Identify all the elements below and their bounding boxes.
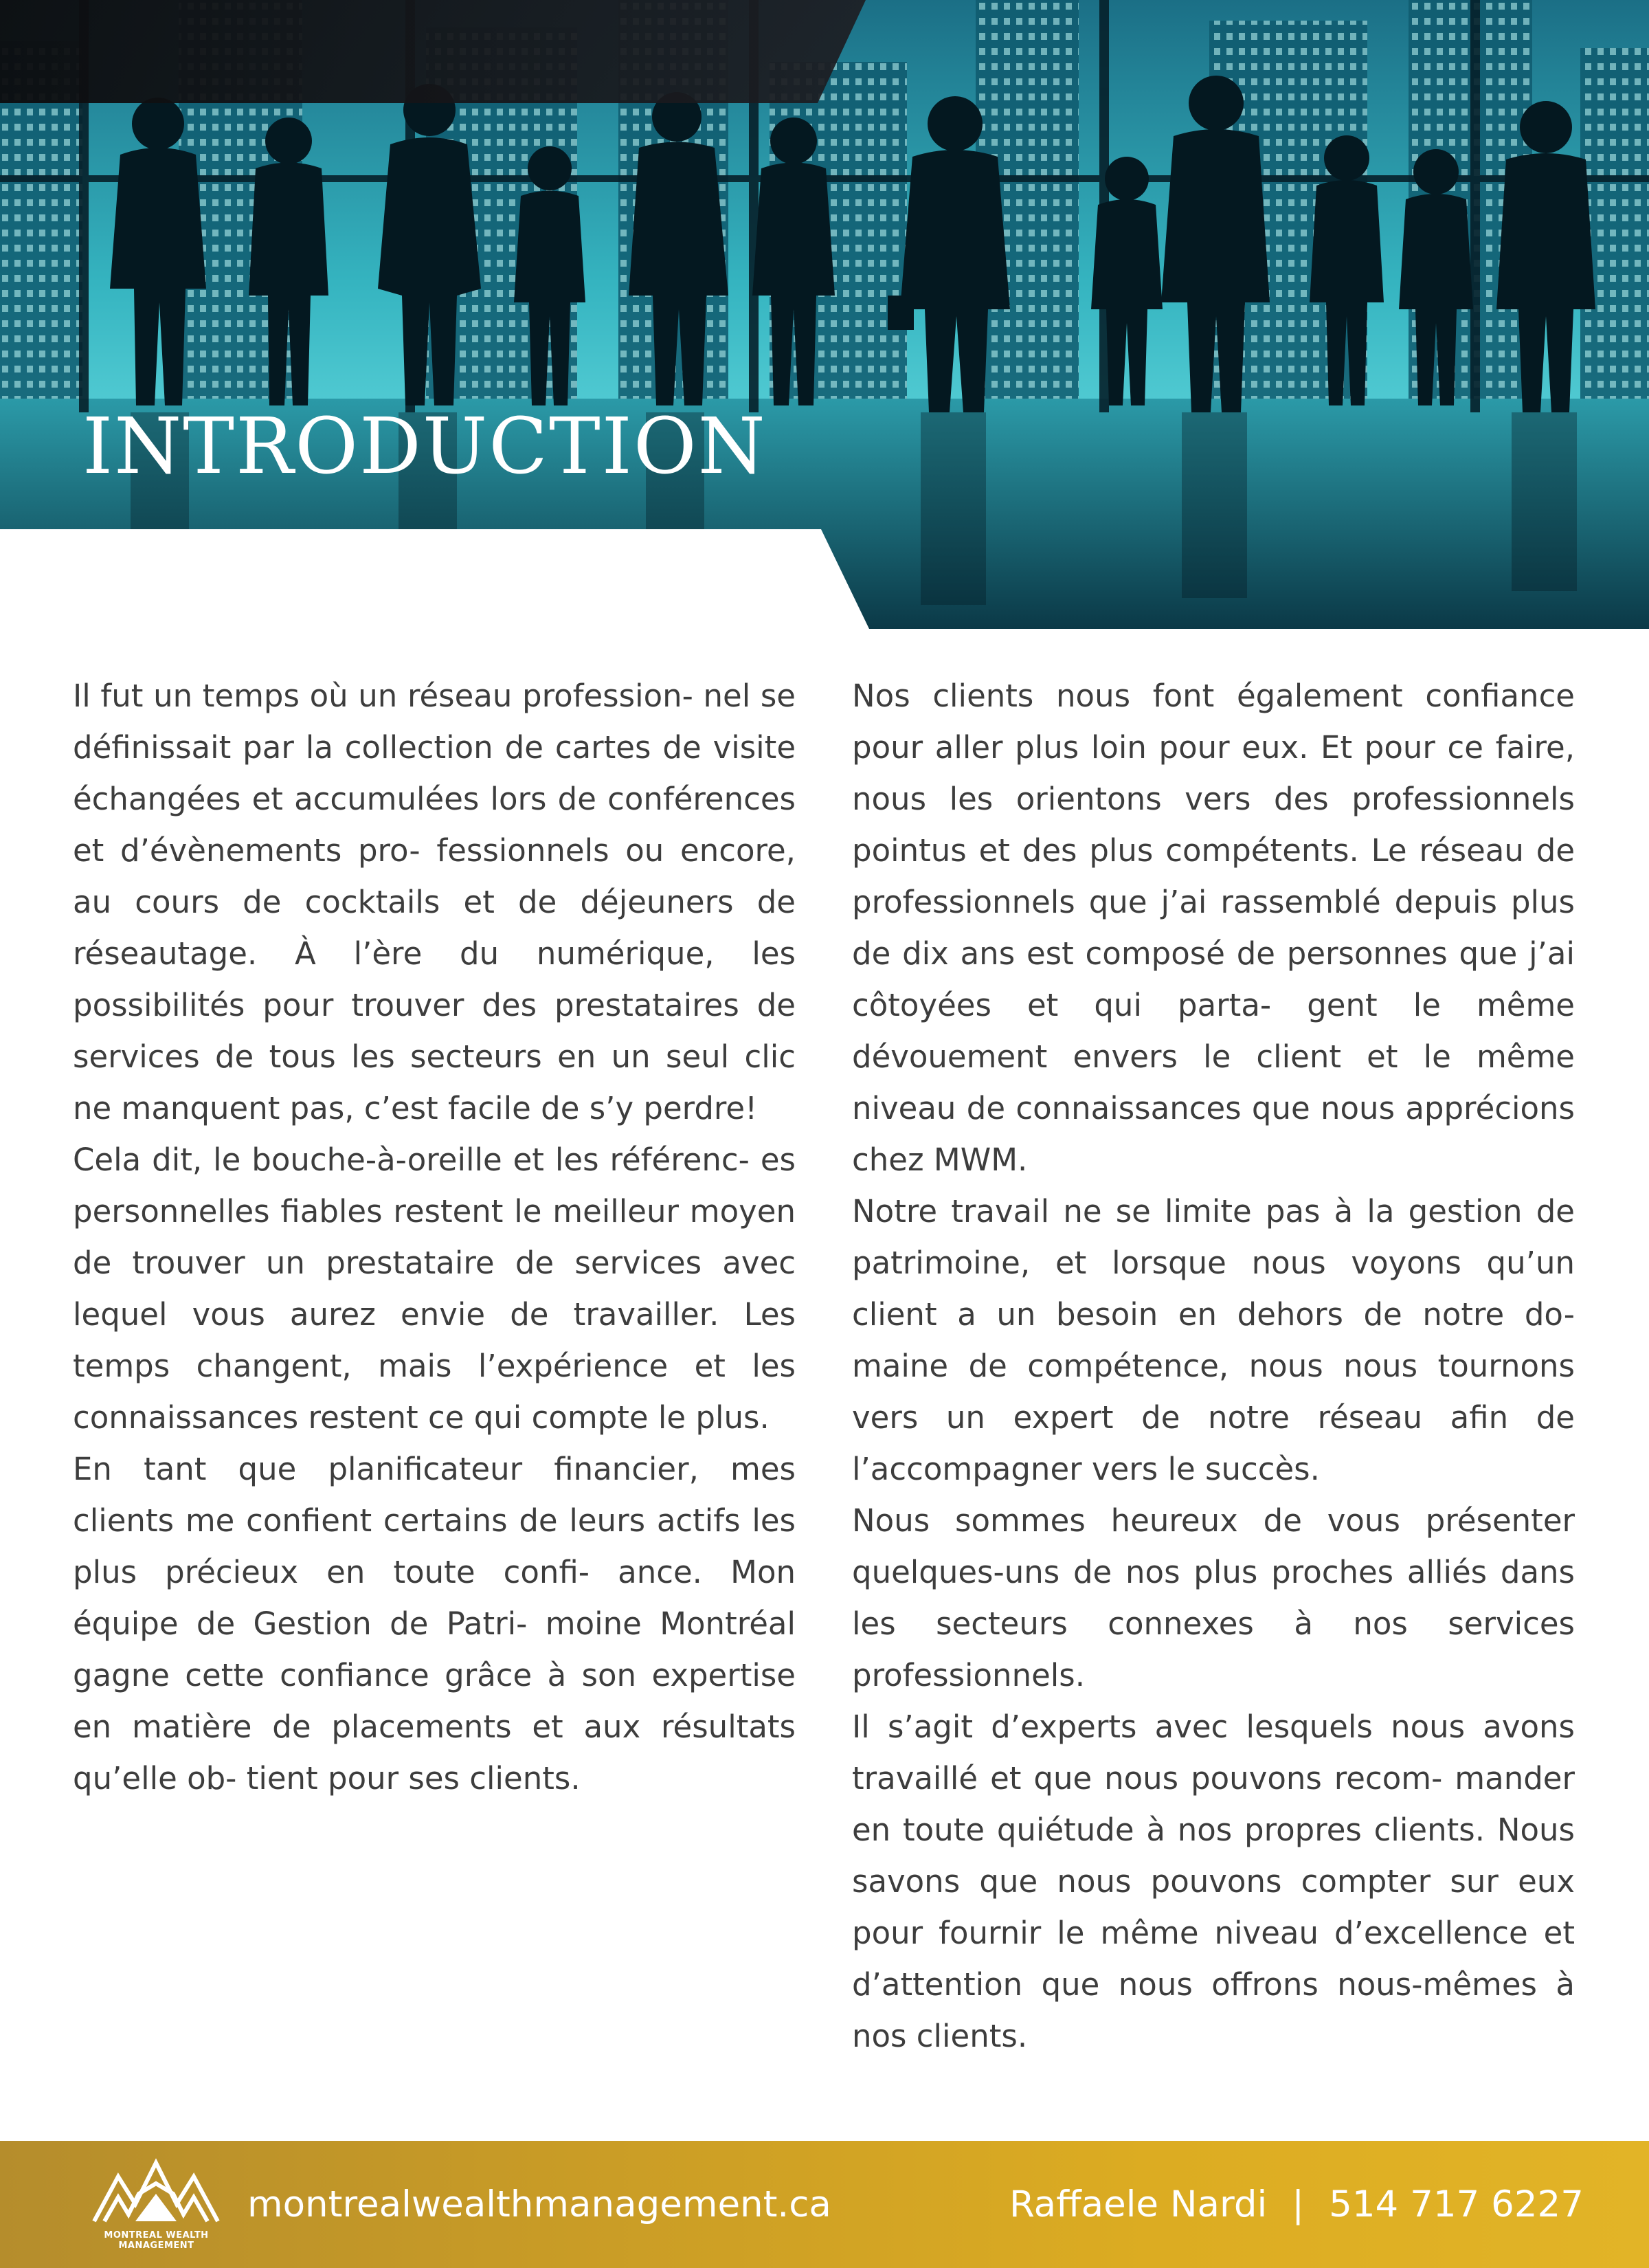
title-band bbox=[0, 0, 866, 103]
paragraph: Il fut un temps où un réseau profession- nel se définissait par la collection de cartes de visite échangées et accumulées lors de conférences et d’évènements pro- fessionnels ou encore, au cours de cocktails et de déjeuners de réseautage. À l’ère du numérique, les possibilités pour trouver des prestataires de services de tous les secteurs en un seul clic ne manquent pas, c’est facile de s’y perdre! bbox=[73, 678, 796, 1126]
website-link[interactable]: montrealwealthmanagement.ca bbox=[247, 2183, 831, 2225]
paragraph: Cela dit, le bouche-à-oreille et les référenc- es personnelles fiables restent le meilleur moyen de trouver un prestataire de services avec lequel vous aurez envie de travailler. Les temps changent, mais l’expérience et les connaissances restent ce qui compte le plus. bbox=[73, 1142, 796, 1436]
footer-bar bbox=[0, 2141, 1649, 2268]
contact-info bbox=[1009, 2179, 1584, 2230]
left-column bbox=[73, 670, 796, 1804]
contact-separator: | bbox=[1292, 2183, 1305, 2225]
contact-name: Raffaele Nardi bbox=[1009, 2183, 1268, 2225]
mountain-peaks-logo-icon bbox=[91, 2156, 221, 2228]
paragraph: Nos clients nous font également confiance pour aller plus loin pour eux. Et pour ce faire, nous les orientons vers des professionnels pointus et des plus compétents. Le réseau de professionnels que j’ai rassemblé depuis plus de dix ans est composé de personnes que j’ai côtoyées et qui parta- gent le même dévouement envers le client et le même niveau de connaissances que nous apprécions chez MWM. bbox=[852, 678, 1575, 1178]
paragraph: Nous sommes heureux de vous présenter quelques-uns de nos plus proches alliés dans les secteurs connexes à nos services professionnels. bbox=[852, 1502, 1575, 1693]
contact-phone[interactable]: 514 717 6227 bbox=[1329, 2183, 1584, 2225]
paragraph: Notre travail ne se limite pas à la gestion de patrimoine, et lorsque nous voyons qu’un client a un besoin en dehors de notre do- maine de compétence, nous nous tournons vers un expert de notre réseau afin de l’accompagner vers le succès. bbox=[852, 1193, 1575, 1487]
logo-line-2: MANAGEMENT bbox=[118, 2241, 194, 2251]
paragraph: En tant que planificateur financier, mes clients me confient certains de leurs actifs les plus précieux en toute confi- ance. Mon équipe de Gestion de Patri- moine Montréal gagne cette confiance grâce à son expertise en matière de placements et aux résultats qu’elle ob- tient pour ses clients. bbox=[73, 1451, 796, 1797]
logo-wordmark bbox=[82, 2230, 230, 2251]
hero-banner bbox=[0, 0, 1649, 629]
right-column bbox=[852, 670, 1575, 2062]
company-logo bbox=[82, 2156, 230, 2259]
logo-line-1: MONTREAL WEALTH bbox=[104, 2230, 209, 2241]
paragraph: Il s’agit d’experts avec lesquels nous avons travaillé et que nous pouvons recom- mander en toute quiétude à nos propres clients. Nous savons que nous pouvons compter sur eux pour fournir le même niveau d’excellence et d’attention que nous offrons nous-mêmes à nos clients. bbox=[852, 1709, 1575, 2054]
page-title: INTRODUCTION bbox=[82, 402, 767, 491]
